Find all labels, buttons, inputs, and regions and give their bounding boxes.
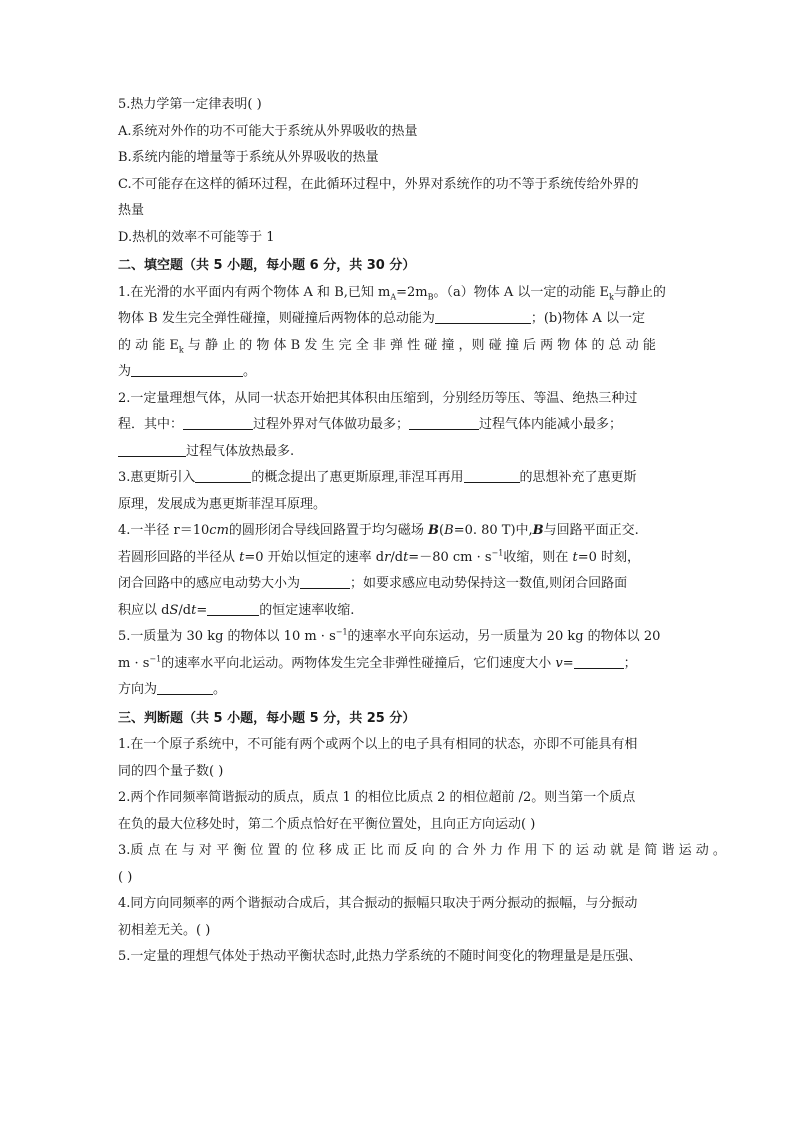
judge-question-5: 5.一定量的理想气体处于热动平衡状态时,此热力学系统的不随时间变化的物理量是是压强、 xyxy=(118,949,642,964)
option-c: C.不可能存在这样的循环过程，在此循环过程中，外界对系统作的功不等于系统传给外界的 xyxy=(118,176,639,192)
judge-question-3: 3.质 点 在 与 对 平 衡 位 置 的 位 移 成 正 比 而 反 向 的 合 外 力 作 用 下 的 运 动 就 是 简 谐 运 动 。 ( ) xyxy=(118,843,726,885)
judge-question-2: 2.两个作同频率简谐振动的质点，质点 1 的相位比质点 2 的相位超前 /2。则当第一个质点 在负的最大位移处时，第二个质点恰好在平衡位置处，且向正方向运动( ) xyxy=(118,790,636,832)
answer-blank[interactable] xyxy=(435,308,531,324)
answer-blank[interactable] xyxy=(183,414,253,430)
fill-question-1: 1.在光滑的水平面内有两个物体 A 和 B,已知 $m_A=2m_B$。（a）物体 A 以一定的动能 $E_k$与静止的 物体 B 发生完全弹性碰撞，则碰撞后两物体的总动能为 ；(b)物体 A 以一定 的 动 能 $E_k$ 与 静 止 的 物 体 B 发 生 完 全 非 弹 性 碰 撞 ，则 碰 撞 后 两 物 体 的 总 动 能 为 。 xyxy=(118,284,666,379)
answer-blank[interactable] xyxy=(118,441,186,457)
option-c-cont: 热量 xyxy=(118,203,145,218)
fill-question-5: 5.一质量为 30 kg 的物体以 10 $m \cdot s^{-1}$的速率水平向东运动，另一质量为 20 kg 的物体以 20 $m \cdot s^{-1}$的速率水平向北运动。两物体发生完全非弹性碰撞后，它们速度大小 v= ； 方向为 。 xyxy=(118,627,661,697)
answer-blank[interactable] xyxy=(409,414,479,430)
exam-page xyxy=(118,92,726,971)
answer-blank[interactable] xyxy=(574,653,624,669)
answer-blank[interactable] xyxy=(195,467,251,483)
option-b: B.系统内能的增量等于系统从外界吸收的热量 xyxy=(118,150,379,165)
judge-question-1: 1.在一个原子系统中，不可能有两个或两个以上的电子具有相同的状态，亦即不可能具有相 同的四个量子数( ) xyxy=(118,737,638,779)
option-d: D.热机的效率不可能等于 1 xyxy=(118,229,275,245)
section-heading-true-false: 三、判断题（共 5 小题，每小题 5 分，共 25 分） xyxy=(118,710,416,726)
answer-blank[interactable] xyxy=(207,600,259,616)
question-stem: 5.热力学第一定律表明( ) xyxy=(118,97,262,112)
answer-blank[interactable] xyxy=(464,467,520,483)
section-heading-fill-in: 二、填空题（共 5 小题，每小题 6 分，共 30 分） xyxy=(118,258,416,273)
fill-question-2: 2.一定量理想气体，从同一状态开始把其体积由压缩到，分别经历等压、等温、绝热三种过 程．其中： 过程外界对气体做功最多； 过程气体内能减小最多； 过程气体放热最多. xyxy=(118,390,638,459)
mc-question-5 xyxy=(118,92,678,251)
answer-blank[interactable] xyxy=(300,573,350,589)
answer-blank[interactable] xyxy=(131,361,243,377)
fill-question-4: 4.一半径 r＝10cm的圆形闭合导线回路置于均匀磁场 B(B=0. 80 T)中,B与回路平面正交. 若圆形回路的半径从 t=0 开始以恒定的速率 dr/dt=－80 cm · $s^{-1}$收缩，则在 t=0 时刻， 闭合回路中的感应电动势大小为 ；如要求感应电动势保持这一数值,则闭合回路面 积应以 dS/dt= 的恒定速率收缩. xyxy=(118,523,641,618)
judge-question-4: 4.同方向同频率的两个谐振动合成后，其合振动的振幅只取决于两分振动的振幅，与分振动 初相差无关。( ) xyxy=(118,896,638,938)
option-a: A.系统对外作的功不可能大于系统从外界吸收的热量 xyxy=(118,123,418,139)
answer-blank[interactable] xyxy=(157,679,213,695)
fill-question-3: 3.惠更斯引入 的概念提出了惠更斯原理,菲涅耳再用 的思想补充了惠更斯 原理，发展成为惠更斯菲涅耳原理。 xyxy=(118,465,678,518)
